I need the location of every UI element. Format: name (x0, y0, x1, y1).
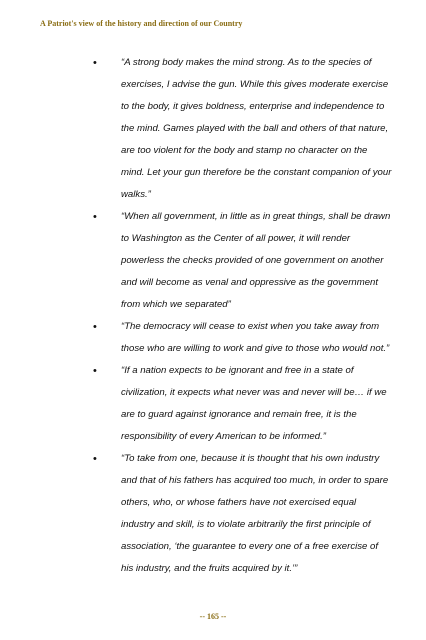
bullet-icon: • (93, 321, 97, 333)
bullet-icon: • (93, 365, 97, 377)
quote-text: “A strong body makes the mind strong. As to the species of exercises, I advise the gun. While this gives moderate exercise to the body, it gives boldness, enterprise and independence to the mind. Games played with the ball and others of that nature, are too violent for the body and stamp no character on the mind. Let your gun therefore be the constant companion of your walks.” (121, 57, 392, 200)
quote-item (0, 52, 426, 206)
quote-item (0, 206, 426, 316)
quote-item (0, 448, 426, 580)
quote-item (0, 360, 426, 448)
bullet-icon: • (93, 453, 97, 465)
running-header: A Patriot's view of the history and direction of our Country (40, 19, 243, 28)
bullet-icon: • (93, 57, 97, 69)
bullet-icon: • (93, 211, 97, 223)
quote-text: “To take from one, because it is thought that his own industry and that of his fathers has acquired too much, in order to spare others, who, or whose fathers have not exercised equal industry and skill, is to violate arbitrarily the first principle of association, ‘the guarantee to every one of a free exercise of his industry, and the fruits acquired by it.’” (121, 453, 389, 574)
quote-text: “If a nation expects to be ignorant and free in a state of civilization, it expects what never was and never will be… if we are to guard against ignorance and remain free, it is the responsibility of every American to be informed.” (121, 365, 387, 442)
quote-text: “When all government, in little as in great things, shall be drawn to Washington as the Center of all power, it will render powerless the checks provided of one government on another and will become as venal and oppressive as the government from which we separated” (121, 211, 391, 310)
quote-list (0, 52, 426, 580)
quote-text: “The democracy will cease to exist when you take away from those who are willing to work and give to those who would not.” (121, 321, 390, 354)
page-number: -- 165 -- (199, 612, 227, 621)
quote-item (0, 316, 426, 360)
